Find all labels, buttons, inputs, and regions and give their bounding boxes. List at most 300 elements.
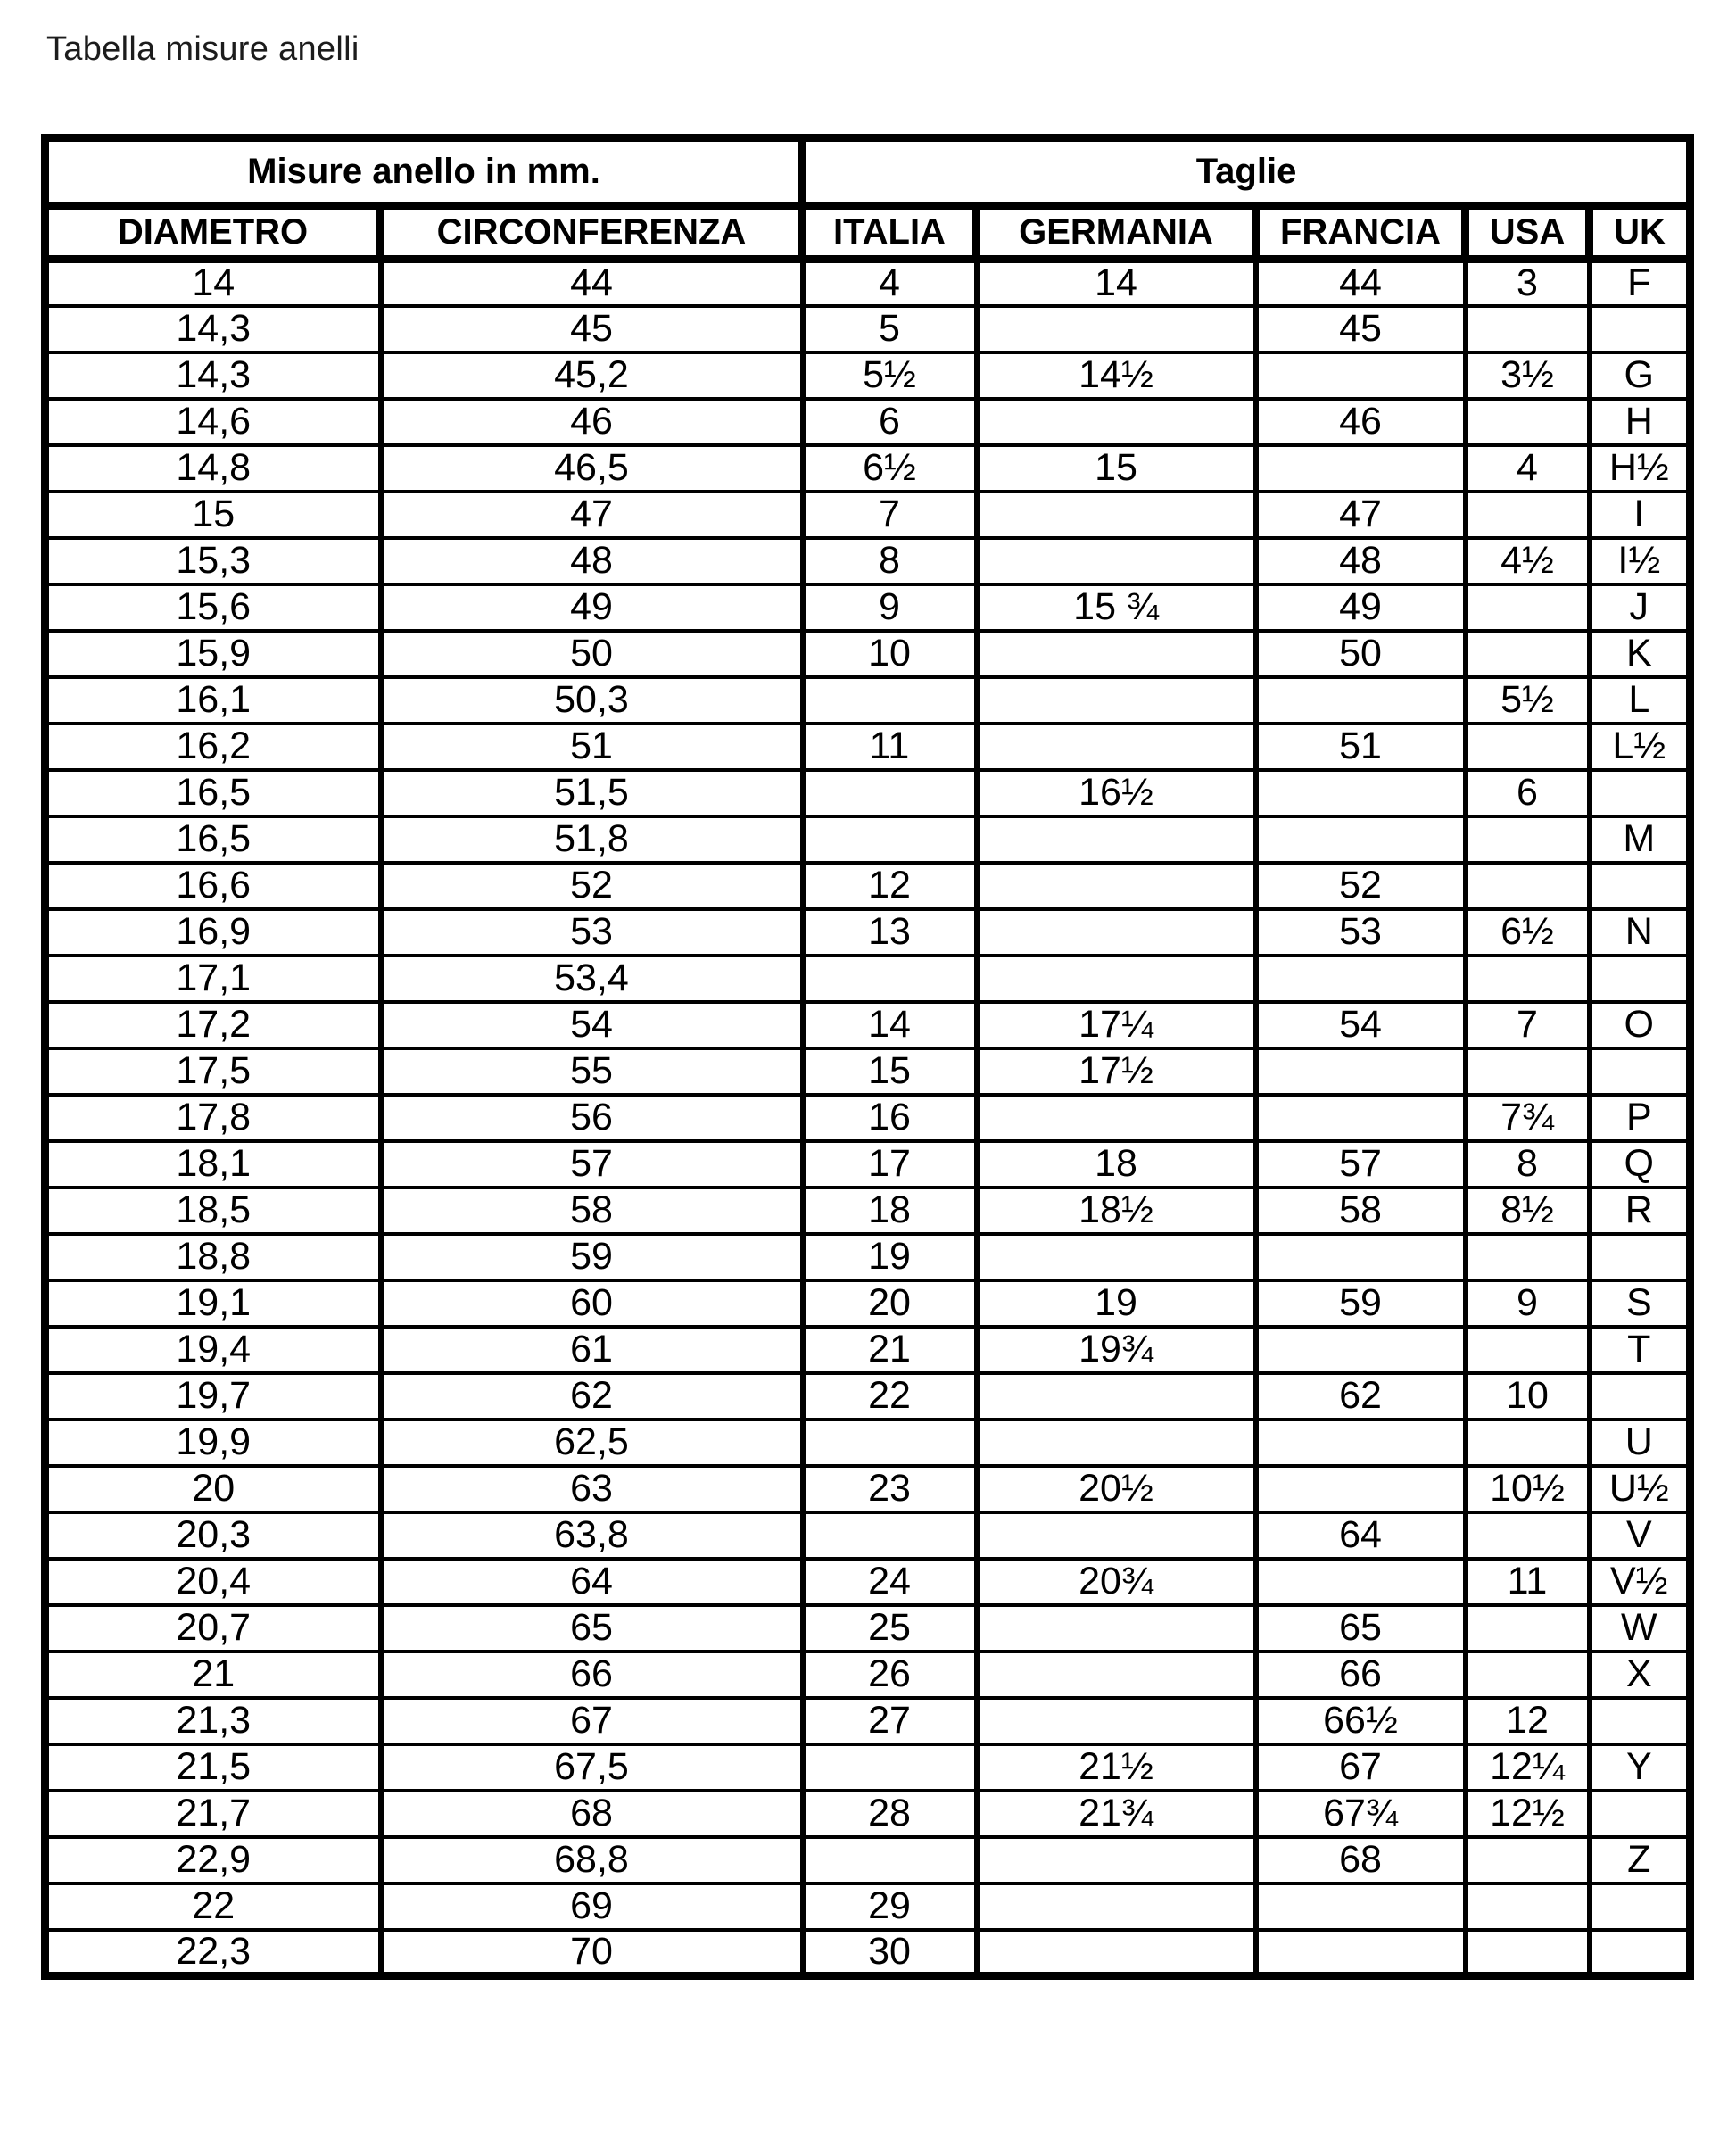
- cell-usa: 3: [1466, 260, 1590, 306]
- cell-italia: 30: [803, 1930, 977, 1976]
- cell-diametro: 16,5: [45, 770, 381, 816]
- cell-usa: 4: [1466, 445, 1590, 492]
- cell-uk: L: [1590, 677, 1691, 724]
- cell-circonferenza: 65: [381, 1605, 803, 1652]
- cell-germania: 18½: [977, 1188, 1256, 1234]
- cell-italia: [803, 1420, 977, 1466]
- cell-germania: [977, 1652, 1256, 1698]
- cell-germania: 17¼: [977, 1002, 1256, 1048]
- cell-francia: 54: [1256, 1002, 1466, 1048]
- column-header-francia: FRANCIA: [1256, 206, 1466, 260]
- cell-usa: 8½: [1466, 1188, 1590, 1234]
- cell-usa: 9: [1466, 1280, 1590, 1327]
- cell-circonferenza: 51: [381, 724, 803, 770]
- group-header-row: [45, 138, 1691, 206]
- cell-circonferenza: 46,5: [381, 445, 803, 492]
- cell-italia: [803, 1512, 977, 1559]
- cell-circonferenza: 57: [381, 1141, 803, 1188]
- cell-italia: 5½: [803, 352, 977, 399]
- cell-francia: [1256, 1559, 1466, 1605]
- cell-circonferenza: 53,4: [381, 956, 803, 1002]
- cell-usa: [1466, 816, 1590, 863]
- cell-diametro: 22,3: [45, 1930, 381, 1976]
- cell-circonferenza: 70: [381, 1930, 803, 1976]
- cell-uk: J: [1590, 584, 1691, 631]
- cell-circonferenza: 63,8: [381, 1512, 803, 1559]
- table-row: [45, 1095, 1691, 1141]
- cell-germania: 15 ¾: [977, 584, 1256, 631]
- cell-usa: [1466, 584, 1590, 631]
- cell-diametro: 15,6: [45, 584, 381, 631]
- cell-italia: 26: [803, 1652, 977, 1698]
- cell-usa: 12¼: [1466, 1744, 1590, 1791]
- cell-diametro: 16,5: [45, 816, 381, 863]
- cell-usa: 12: [1466, 1698, 1590, 1744]
- cell-uk: X: [1590, 1652, 1691, 1698]
- cell-francia: 64: [1256, 1512, 1466, 1559]
- cell-germania: [977, 1883, 1256, 1930]
- cell-uk: I½: [1590, 538, 1691, 584]
- cell-uk: H½: [1590, 445, 1691, 492]
- cell-uk: [1590, 1698, 1691, 1744]
- cell-diametro: 22,9: [45, 1837, 381, 1883]
- cell-francia: 50: [1256, 631, 1466, 677]
- cell-italia: 18: [803, 1188, 977, 1234]
- cell-germania: [977, 306, 1256, 352]
- cell-circonferenza: 69: [381, 1883, 803, 1930]
- cell-uk: H: [1590, 399, 1691, 445]
- cell-germania: 14: [977, 260, 1256, 306]
- cell-francia: [1256, 816, 1466, 863]
- cell-usa: 10½: [1466, 1466, 1590, 1512]
- cell-italia: 7: [803, 492, 977, 538]
- column-header-italia: ITALIA: [803, 206, 977, 260]
- column-header-germania: GERMANIA: [977, 206, 1256, 260]
- cell-germania: 15: [977, 445, 1256, 492]
- cell-usa: [1466, 1883, 1590, 1930]
- cell-germania: 19¾: [977, 1327, 1256, 1373]
- cell-francia: 66½: [1256, 1698, 1466, 1744]
- cell-italia: [803, 816, 977, 863]
- cell-uk: [1590, 956, 1691, 1002]
- cell-usa: 8: [1466, 1141, 1590, 1188]
- cell-diametro: 14,3: [45, 306, 381, 352]
- cell-diametro: 16,6: [45, 863, 381, 909]
- table-row: [45, 677, 1691, 724]
- cell-diametro: 20,4: [45, 1559, 381, 1605]
- cell-francia: [1256, 1420, 1466, 1466]
- cell-germania: [977, 1698, 1256, 1744]
- cell-diametro: 17,1: [45, 956, 381, 1002]
- cell-usa: 11: [1466, 1559, 1590, 1605]
- cell-usa: 6: [1466, 770, 1590, 816]
- cell-diametro: 18,5: [45, 1188, 381, 1234]
- cell-uk: F: [1590, 260, 1691, 306]
- cell-diametro: 17,8: [45, 1095, 381, 1141]
- cell-germania: [977, 1837, 1256, 1883]
- cell-circonferenza: 48: [381, 538, 803, 584]
- cell-circonferenza: 51,8: [381, 816, 803, 863]
- cell-uk: U½: [1590, 1466, 1691, 1512]
- cell-francia: 49: [1256, 584, 1466, 631]
- cell-usa: [1466, 1652, 1590, 1698]
- cell-francia: [1256, 1930, 1466, 1976]
- cell-diametro: 21: [45, 1652, 381, 1698]
- cell-francia: [1256, 677, 1466, 724]
- cell-usa: [1466, 492, 1590, 538]
- table-row: [45, 1234, 1691, 1280]
- cell-italia: 15: [803, 1048, 977, 1095]
- cell-germania: [977, 492, 1256, 538]
- column-header-circonferenza: CIRCONFERENZA: [381, 206, 803, 260]
- cell-francia: 65: [1256, 1605, 1466, 1652]
- cell-italia: [803, 956, 977, 1002]
- cell-diametro: 15,3: [45, 538, 381, 584]
- table-row: [45, 863, 1691, 909]
- cell-francia: [1256, 770, 1466, 816]
- column-header-row: [45, 206, 1691, 260]
- cell-francia: 59: [1256, 1280, 1466, 1327]
- cell-usa: [1466, 724, 1590, 770]
- cell-italia: 14: [803, 1002, 977, 1048]
- table-row: [45, 1605, 1691, 1652]
- cell-italia: 10: [803, 631, 977, 677]
- cell-usa: [1466, 956, 1590, 1002]
- ring-size-table: [41, 134, 1694, 1980]
- table-row: [45, 399, 1691, 445]
- cell-circonferenza: 49: [381, 584, 803, 631]
- cell-circonferenza: 64: [381, 1559, 803, 1605]
- cell-francia: 48: [1256, 538, 1466, 584]
- table-row: [45, 1698, 1691, 1744]
- cell-germania: 21¾: [977, 1791, 1256, 1837]
- column-header-usa: USA: [1466, 206, 1590, 260]
- cell-circonferenza: 61: [381, 1327, 803, 1373]
- cell-uk: Q: [1590, 1141, 1691, 1188]
- table-row: [45, 1837, 1691, 1883]
- cell-diametro: 14,8: [45, 445, 381, 492]
- cell-uk: N: [1590, 909, 1691, 956]
- cell-francia: 51: [1256, 724, 1466, 770]
- cell-circonferenza: 46: [381, 399, 803, 445]
- cell-italia: 22: [803, 1373, 977, 1420]
- cell-francia: [1256, 352, 1466, 399]
- cell-uk: Y: [1590, 1744, 1691, 1791]
- cell-uk: [1590, 1791, 1691, 1837]
- cell-diametro: 17,2: [45, 1002, 381, 1048]
- cell-francia: 44: [1256, 260, 1466, 306]
- cell-francia: 47: [1256, 492, 1466, 538]
- cell-italia: [803, 677, 977, 724]
- cell-italia: 17: [803, 1141, 977, 1188]
- cell-diametro: 15,9: [45, 631, 381, 677]
- cell-francia: 68: [1256, 1837, 1466, 1883]
- table-row: [45, 1420, 1691, 1466]
- cell-uk: S: [1590, 1280, 1691, 1327]
- cell-circonferenza: 62: [381, 1373, 803, 1420]
- cell-diametro: 14: [45, 260, 381, 306]
- cell-italia: 24: [803, 1559, 977, 1605]
- cell-usa: [1466, 631, 1590, 677]
- cell-usa: 7¾: [1466, 1095, 1590, 1141]
- table-row: [45, 1141, 1691, 1188]
- cell-circonferenza: 45,2: [381, 352, 803, 399]
- cell-italia: 9: [803, 584, 977, 631]
- cell-italia: 23: [803, 1466, 977, 1512]
- cell-italia: [803, 1744, 977, 1791]
- cell-germania: 20¾: [977, 1559, 1256, 1605]
- cell-germania: [977, 863, 1256, 909]
- table-row: [45, 1930, 1691, 1976]
- cell-francia: 57: [1256, 1141, 1466, 1188]
- table-row: [45, 1280, 1691, 1327]
- table-row: [45, 1373, 1691, 1420]
- cell-francia: 66: [1256, 1652, 1466, 1698]
- cell-diametro: 16,1: [45, 677, 381, 724]
- cell-italia: 27: [803, 1698, 977, 1744]
- cell-italia: 28: [803, 1791, 977, 1837]
- cell-uk: [1590, 770, 1691, 816]
- cell-circonferenza: 56: [381, 1095, 803, 1141]
- cell-francia: 53: [1256, 909, 1466, 956]
- cell-germania: 16½: [977, 770, 1256, 816]
- column-header-diametro: DIAMETRO: [45, 206, 381, 260]
- group-header-taglie: Taglie: [803, 138, 1691, 206]
- page-title: Tabella misure anelli: [46, 30, 360, 68]
- cell-diametro: 19,7: [45, 1373, 381, 1420]
- cell-diametro: 19,9: [45, 1420, 381, 1466]
- cell-diametro: 20: [45, 1466, 381, 1512]
- cell-germania: 14½: [977, 352, 1256, 399]
- cell-germania: [977, 1512, 1256, 1559]
- cell-francia: [1256, 1095, 1466, 1141]
- table-row: [45, 816, 1691, 863]
- table-row: [45, 1652, 1691, 1698]
- cell-diametro: 18,8: [45, 1234, 381, 1280]
- cell-italia: [803, 770, 977, 816]
- cell-italia: 8: [803, 538, 977, 584]
- cell-uk: R: [1590, 1188, 1691, 1234]
- cell-circonferenza: 63: [381, 1466, 803, 1512]
- cell-circonferenza: 50,3: [381, 677, 803, 724]
- cell-uk: [1590, 863, 1691, 909]
- cell-francia: 62: [1256, 1373, 1466, 1420]
- cell-diametro: 16,2: [45, 724, 381, 770]
- cell-diametro: 21,5: [45, 1744, 381, 1791]
- table-row: [45, 1744, 1691, 1791]
- cell-germania: [977, 1605, 1256, 1652]
- table-row: [45, 445, 1691, 492]
- cell-usa: [1466, 399, 1590, 445]
- cell-circonferenza: 51,5: [381, 770, 803, 816]
- cell-circonferenza: 67: [381, 1698, 803, 1744]
- cell-germania: 21½: [977, 1744, 1256, 1791]
- cell-francia: [1256, 1048, 1466, 1095]
- table-row: [45, 492, 1691, 538]
- cell-uk: [1590, 1930, 1691, 1976]
- table-row: [45, 1327, 1691, 1373]
- cell-germania: [977, 1930, 1256, 1976]
- cell-usa: [1466, 1605, 1590, 1652]
- cell-usa: 5½: [1466, 677, 1590, 724]
- cell-italia: 5: [803, 306, 977, 352]
- cell-circonferenza: 54: [381, 1002, 803, 1048]
- cell-francia: [1256, 1466, 1466, 1512]
- cell-francia: 46: [1256, 399, 1466, 445]
- cell-uk: [1590, 1883, 1691, 1930]
- cell-germania: [977, 538, 1256, 584]
- cell-germania: [977, 399, 1256, 445]
- cell-circonferenza: 58: [381, 1188, 803, 1234]
- cell-germania: 19: [977, 1280, 1256, 1327]
- cell-francia: 67¾: [1256, 1791, 1466, 1837]
- table-row: [45, 770, 1691, 816]
- table-row: [45, 1466, 1691, 1512]
- table-row: [45, 352, 1691, 399]
- cell-diametro: 22: [45, 1883, 381, 1930]
- cell-uk: V½: [1590, 1559, 1691, 1605]
- cell-germania: [977, 631, 1256, 677]
- cell-germania: 20½: [977, 1466, 1256, 1512]
- cell-diametro: 20,7: [45, 1605, 381, 1652]
- cell-uk: L½: [1590, 724, 1691, 770]
- cell-uk: T: [1590, 1327, 1691, 1373]
- cell-uk: I: [1590, 492, 1691, 538]
- cell-usa: [1466, 1048, 1590, 1095]
- cell-italia: 13: [803, 909, 977, 956]
- cell-diametro: 19,4: [45, 1327, 381, 1373]
- cell-diametro: 18,1: [45, 1141, 381, 1188]
- cell-usa: 10: [1466, 1373, 1590, 1420]
- table-row: [45, 1048, 1691, 1095]
- cell-uk: W: [1590, 1605, 1691, 1652]
- table-row: [45, 306, 1691, 352]
- cell-diametro: 21,7: [45, 1791, 381, 1837]
- cell-germania: [977, 816, 1256, 863]
- cell-italia: 29: [803, 1883, 977, 1930]
- cell-usa: [1466, 1512, 1590, 1559]
- cell-uk: O: [1590, 1002, 1691, 1048]
- cell-circonferenza: 53: [381, 909, 803, 956]
- cell-diametro: 19,1: [45, 1280, 381, 1327]
- cell-germania: 18: [977, 1141, 1256, 1188]
- cell-uk: [1590, 306, 1691, 352]
- cell-germania: 17½: [977, 1048, 1256, 1095]
- table-row: [45, 724, 1691, 770]
- table-row: [45, 909, 1691, 956]
- cell-germania: [977, 677, 1256, 724]
- cell-circonferenza: 55: [381, 1048, 803, 1095]
- cell-circonferenza: 52: [381, 863, 803, 909]
- cell-francia: 52: [1256, 863, 1466, 909]
- cell-circonferenza: 47: [381, 492, 803, 538]
- cell-circonferenza: 68,8: [381, 1837, 803, 1883]
- cell-circonferenza: 60: [381, 1280, 803, 1327]
- cell-uk: M: [1590, 816, 1691, 863]
- cell-usa: 7: [1466, 1002, 1590, 1048]
- cell-italia: 4: [803, 260, 977, 306]
- cell-usa: [1466, 1420, 1590, 1466]
- cell-diametro: 14,3: [45, 352, 381, 399]
- cell-usa: 12½: [1466, 1791, 1590, 1837]
- cell-francia: 45: [1256, 306, 1466, 352]
- cell-uk: G: [1590, 352, 1691, 399]
- column-header-uk: UK: [1590, 206, 1691, 260]
- cell-usa: [1466, 306, 1590, 352]
- cell-uk: [1590, 1048, 1691, 1095]
- cell-uk: V: [1590, 1512, 1691, 1559]
- table-row: [45, 1559, 1691, 1605]
- cell-usa: 3½: [1466, 352, 1590, 399]
- cell-italia: [803, 1837, 977, 1883]
- cell-usa: [1466, 863, 1590, 909]
- cell-circonferenza: 45: [381, 306, 803, 352]
- cell-germania: [977, 1373, 1256, 1420]
- cell-usa: 6½: [1466, 909, 1590, 956]
- table-row: [45, 538, 1691, 584]
- cell-usa: [1466, 1930, 1590, 1976]
- cell-diametro: 14,6: [45, 399, 381, 445]
- table-body: [45, 260, 1691, 1976]
- cell-uk: K: [1590, 631, 1691, 677]
- cell-germania: [977, 1234, 1256, 1280]
- cell-uk: P: [1590, 1095, 1691, 1141]
- cell-diametro: 20,3: [45, 1512, 381, 1559]
- cell-uk: U: [1590, 1420, 1691, 1466]
- cell-germania: [977, 724, 1256, 770]
- cell-italia: 6: [803, 399, 977, 445]
- cell-italia: 25: [803, 1605, 977, 1652]
- cell-usa: [1466, 1234, 1590, 1280]
- cell-germania: [977, 956, 1256, 1002]
- cell-germania: [977, 909, 1256, 956]
- cell-italia: 21: [803, 1327, 977, 1373]
- cell-diametro: 17,5: [45, 1048, 381, 1095]
- cell-circonferenza: 62,5: [381, 1420, 803, 1466]
- cell-italia: 6½: [803, 445, 977, 492]
- cell-italia: 12: [803, 863, 977, 909]
- cell-diametro: 15: [45, 492, 381, 538]
- group-header-misure-anello: Misure anello in mm.: [45, 138, 803, 206]
- cell-uk: Z: [1590, 1837, 1691, 1883]
- cell-italia: 19: [803, 1234, 977, 1280]
- cell-usa: [1466, 1327, 1590, 1373]
- cell-circonferenza: 67,5: [381, 1744, 803, 1791]
- cell-circonferenza: 44: [381, 260, 803, 306]
- cell-circonferenza: 66: [381, 1652, 803, 1698]
- cell-germania: [977, 1420, 1256, 1466]
- table-row: [45, 956, 1691, 1002]
- cell-circonferenza: 50: [381, 631, 803, 677]
- table-row: [45, 1512, 1691, 1559]
- table-row: [45, 260, 1691, 306]
- table-header: [45, 138, 1691, 260]
- cell-italia: 11: [803, 724, 977, 770]
- table-row: [45, 1791, 1691, 1837]
- cell-diametro: 21,3: [45, 1698, 381, 1744]
- cell-uk: [1590, 1373, 1691, 1420]
- cell-italia: 20: [803, 1280, 977, 1327]
- cell-francia: 58: [1256, 1188, 1466, 1234]
- cell-germania: [977, 1095, 1256, 1141]
- cell-circonferenza: 68: [381, 1791, 803, 1837]
- cell-francia: 67: [1256, 1744, 1466, 1791]
- cell-francia: [1256, 1327, 1466, 1373]
- cell-usa: 4½: [1466, 538, 1590, 584]
- cell-italia: 16: [803, 1095, 977, 1141]
- cell-usa: [1466, 1837, 1590, 1883]
- cell-francia: [1256, 445, 1466, 492]
